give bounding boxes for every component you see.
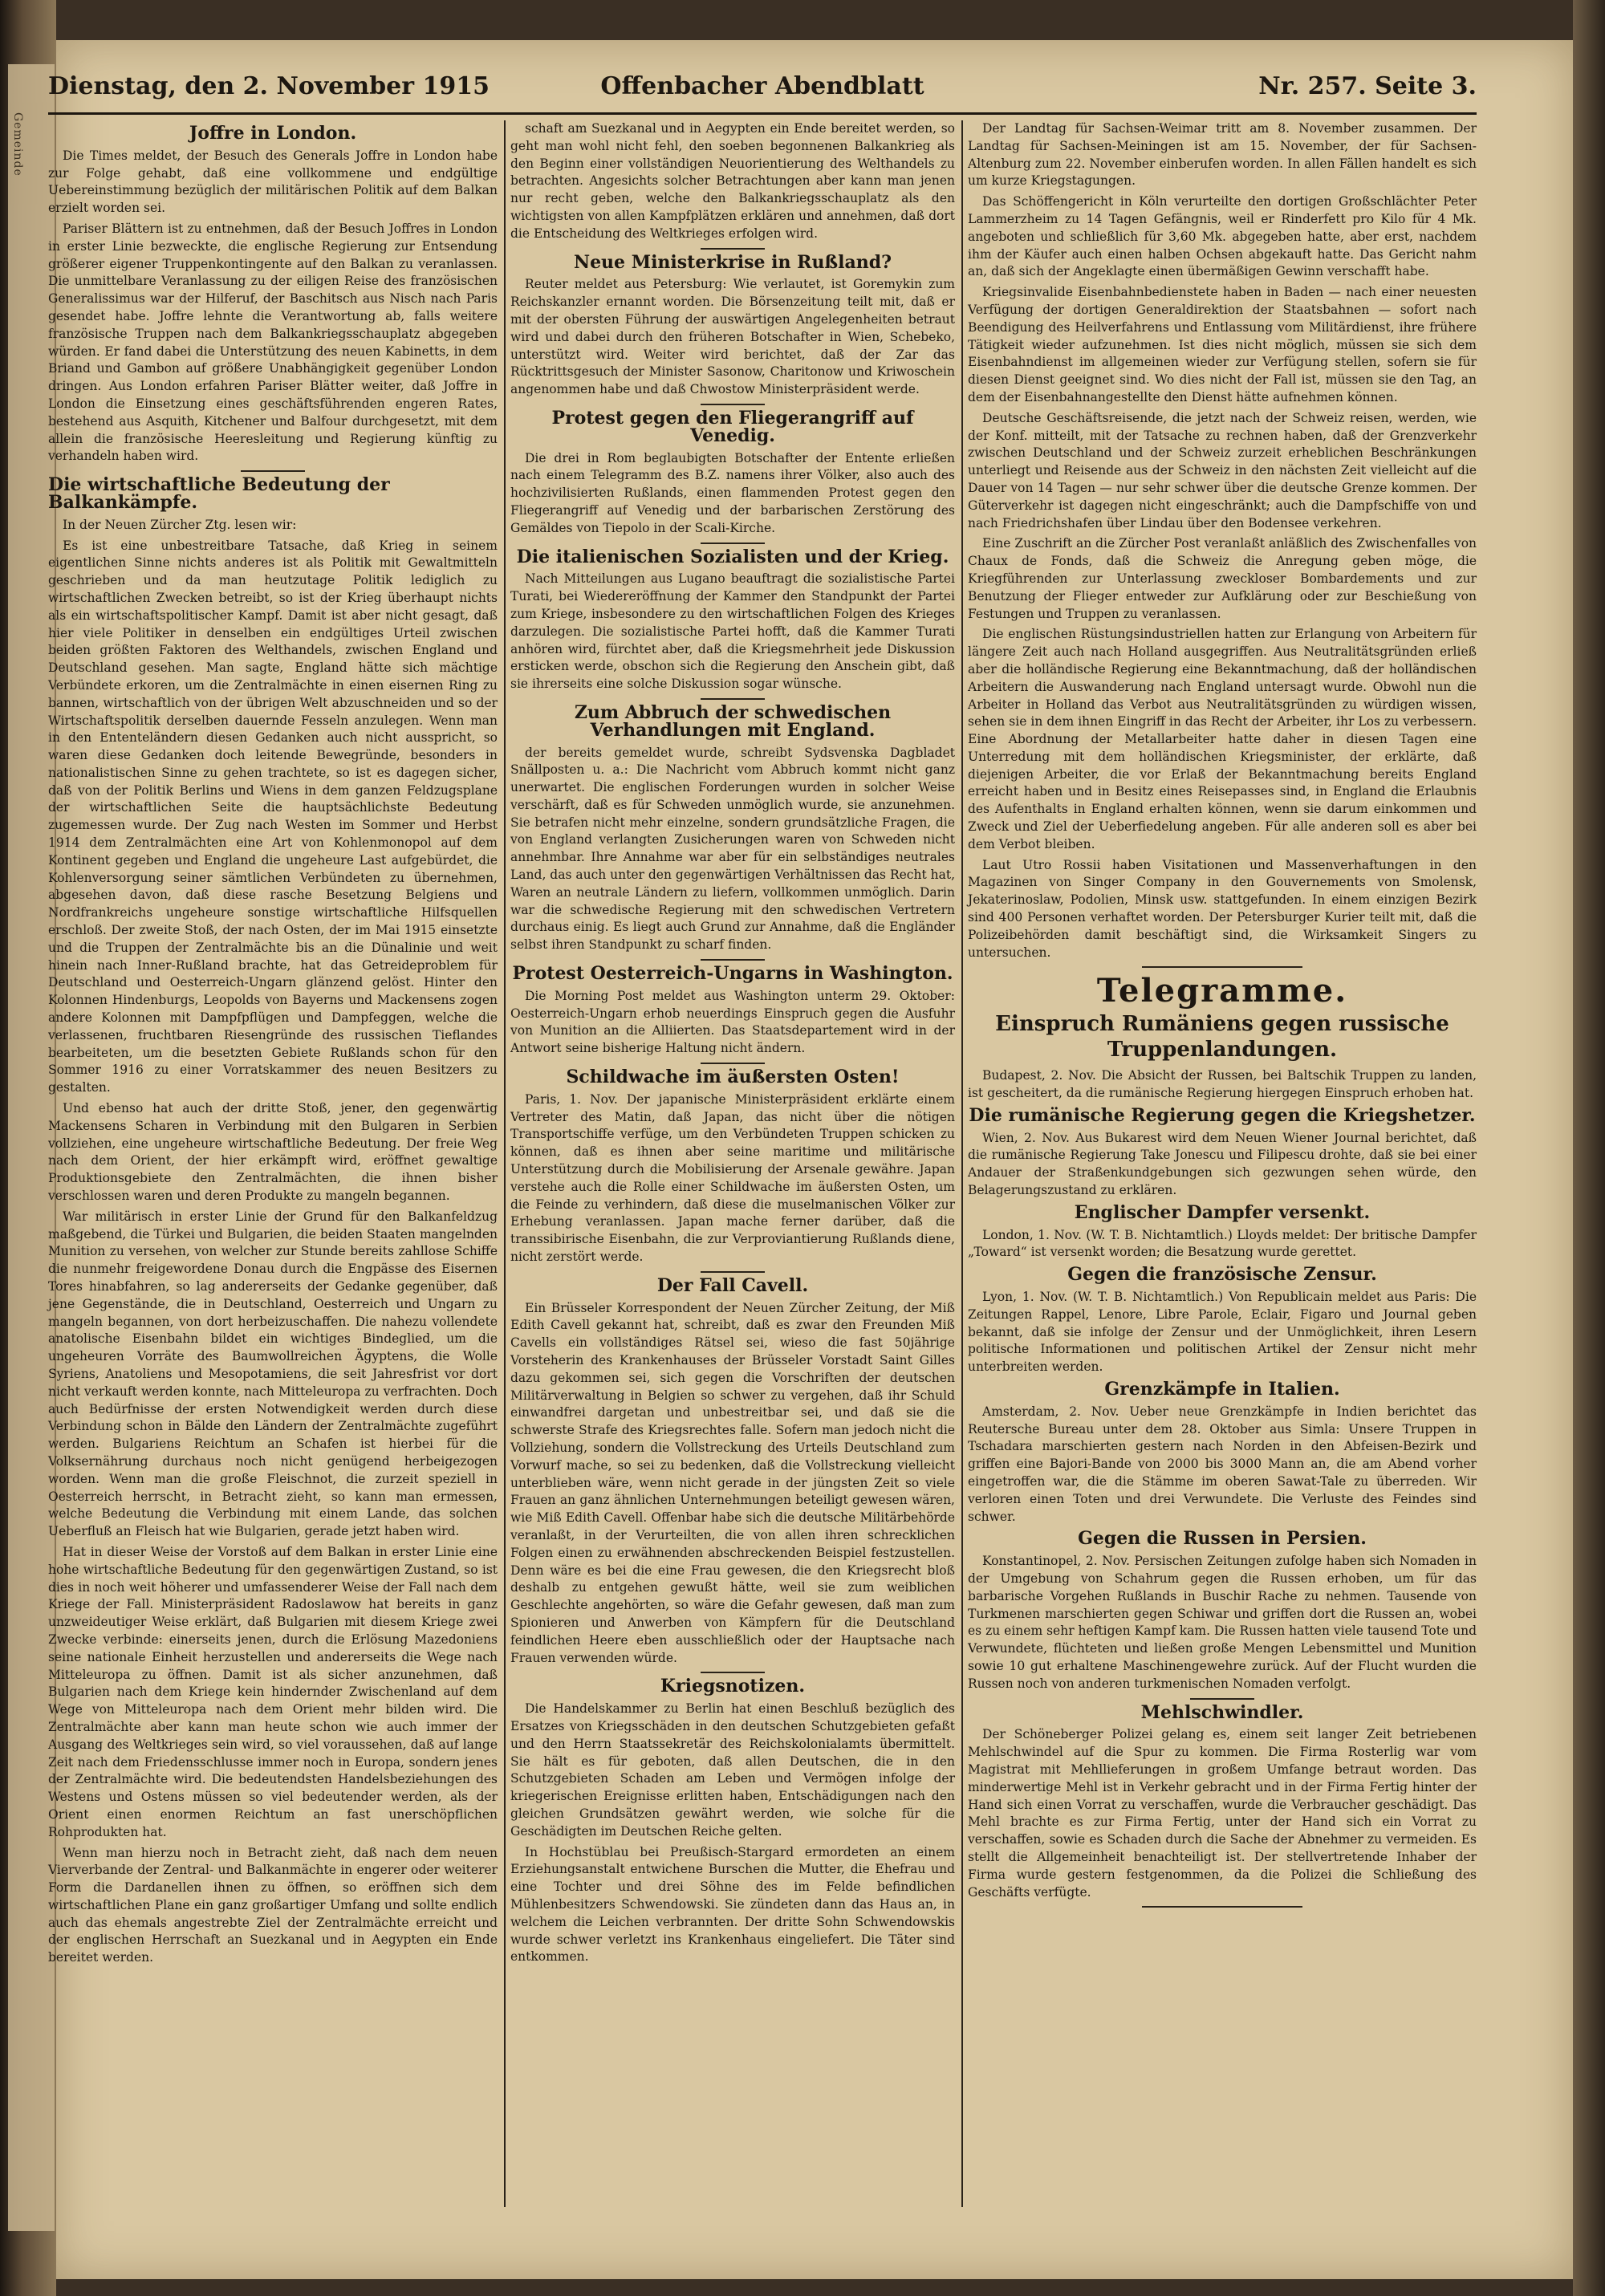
article-separator [701, 248, 765, 250]
article-paragraph: Die englischen Rüstungsindustriellen hatten zur Erlangung von Arbeitern für längere Zeit auch nach Holland ausgegriffen. Aus Neutralitätsgründen erließ aber die holländische Regierung eine Bekanntmachung, daß der holländischen Arbeitern die Auswanderung nach England untersagt wurde. Obwohl nun die Arbeiter in Holland das Verbot aus Neutralitätsgründen zu würdigen wissen, sehen sie in dem ihnen Eingriff in das Recht der Arbeiter, ihr Los zu verbessern. Eine Abordnung der Metallarbeiter hatte daher in diesen Tagen eine Unterredung mit dem holländischen Kriegsminister, der erklärte, daß diejenigen Arbeiter, die vor Erlaß der Bekanntmachung bereits England erreicht haben und in Besitz eines Reisepasses sind, in England die Erlaubnis des Aufenthalts in England erhalten können, wenn sie darum einkommen und Zweck und Ziel der Ueberfiedelung angeben. Für alle anderen soll es aber bei dem Verbot bleiben. [968, 627, 1477, 851]
article-paragraph: Nach Mitteilungen aus Lugano beauftragt die sozialistische Partei Turati, bei Wiedereröffnung der Kammer den Standpunkt der Partei zum Kriege, insbesondere zu den wirtschaftlichen Folgen des Krieges darzulegen. Die sozialistische Partei hofft, daß die Kammer Turati anhören wird, fürchtet aber, daß die Kriegsmehrheit jede Diskussion ersticken werde, obschon sich die Regierung den Anschein gibt, daß sie ihrerseits eine solche Diskussion sogar wünsche. [510, 571, 955, 692]
header-date: Dienstag, den 2. November 1915 [48, 72, 490, 100]
header-rule [48, 112, 1477, 115]
article-paragraph: Amsterdam, 2. Nov. Ueber neue Grenzkämpfe in Indien berichtet das Reutersche Bureau unter dem 28. Oktober aus Simla: Unsere Truppen in Tschadara marschierten gestern nach Norden in den Abfeisen-Bezirk und griffen eine Bajori-Bande von 2000 bis 3000 Mann an, die am Abend vorher eingetroffen war, die die Stämme im oberen Sawat-Tale zu überreden. Wir verloren einen Toten und drei Verwundete. Die Verluste des Feindes sind schwer. [968, 1404, 1477, 1524]
article-paragraph: Laut Utro Rossii haben Visitationen und Massenverhaftungen in den Magazinen von Singer Company in den Gouvernements von Smolensk, Jekaterinoslaw, Podolien, Minsk usw. stattgefunden. In einem einzigen Bezirk sind 400 Personen verhaftet worden. Der Petersburger Kurier teilt mit, daß die Polizeibehörden damit beschäftigt sind, die Wirksamkeit Singers zu untersuchen. [968, 857, 1477, 960]
article-separator [1190, 1698, 1254, 1700]
article-paragraph: Wenn man hierzu noch in Betracht zieht, daß nach dem neuen Vierverbande der Zentral- und Balkanmächte in engerer oder weiterer Form die Dardanellen ihnen zu öffnen, so eröffnen sich dem wirtschaftlichen Plane ein ganz großartiger Umfang und sollte endlich auch das ehemals angestrebte Ziel der Zentralmächte erreicht und der englischen Herrschaft an Suezkanal und in Aegypten ein Ende bereitet werden. [48, 1845, 498, 1965]
previous-page-text: Gemeinde [11, 112, 24, 177]
article-paragraph: London, 1. Nov. (W. T. B. Nichtamtlich.) Lloyds meldet: Der britische Dampfer „Toward“ ist versenkt worden; die Besatzung wurde gerettet. [968, 1227, 1477, 1260]
column-divider-2 [961, 120, 963, 2207]
article-paragraph: Die Morning Post meldet aus Washington unterm 29. Oktober: Oesterreich-Ungarn erhob neuerdings Einspruch gegen die Ausfuhr von Munition an die Alliierten. Das Staatsdepartement wird in der Antwort seine bisherige Haltung nicht ändern. [510, 988, 955, 1056]
article-heading: Kriegsnotizen. [660, 1676, 806, 1697]
article-paragraph: Ein Brüsseler Korrespondent der Neuen Zürcher Zeitung, der Miß Edith Cavell gekannt hat, schreibt, daß es zwar den Freunden Miß Cavells ein vollständiges Rätsel sei, wieso die fast 50jährige Vorsteherin des Krankenhauses der Brüsseler Vorstadt Saint Gilles dazu gekommen sei, sich gegen die Vorschriften der deutschen Militärverwaltung in Belgien so schwer zu vergehen, daß ihr Schuld einwandfrei dargetan und unbestreitbar sei, und daß sie die schwerste Strafe des Kriegsrechtes falle. Sofern man jedoch nicht die Vollziehung, sondern die Vollstreckung des Urteils Deutschland zum Vorwurf mache, so sei zu bedenken, daß die Vollstreckung vielleicht unterblieben wäre, wenn nicht gerade in der jüngsten Zeit so viele Frauen an ganz ähnlichen Unternehmungen beteiligt gewesen wären, wie Miß Edith Cavell. Offenbar habe sich die deutsche Militärbehörde veranlaßt, in der Verurteilten, die von allen ihren schrecklichen Folgen einen zu erwähnenden abschreckenden Beispiel festzustellen. Denn wäre es bei die eine Frau gewesen, die den Kriegsrecht bloß deshalb zu entgehen gewußt hätte, weil sie zum weiblichen Geschlechte angehörten, so wäre die Gefahr gewesen, daß man zum Spionieren und Anwerben von Kämpfern für die Deutschland feindlichen Heere eben ausschließlich oder der Hauptsache nach Frauen verwenden würde. [510, 1300, 955, 1665]
article-heading: Gegen die Russen in Persien. [1078, 1528, 1367, 1550]
article-separator [241, 470, 305, 472]
article-paragraph: Der Landtag für Sachsen-Weimar tritt am 8. November zusammen. Der Landtag für Sachsen-Meiningen ist am 15. November, der für Sachsen-Altenburg zum 22. November einberufen worden. In allen Fällen handelt es sich um kurze Kriegstagungen. [968, 121, 1477, 189]
book-right-edge [1573, 0, 1605, 2296]
article-separator [701, 404, 765, 405]
article-heading: Die rumänische Regierung gegen die Kriegshetzer. [969, 1104, 1476, 1126]
article-paragraph: In Hochstüblau bei Preußisch-Stargard ermordeten an einem Erziehungsanstalt entwichene Burschen die Mutter, die Ehefrau und eine Tochter und drei Söhne des im Felde befindlichen Mühlenbesitzers Schwendowski. Sie zündeten dann das Haus an, in welchem die Leichen verbrannten. Der dritte Sohn Schwendowskis wurde schwer verletzt ins Krankenhaus eingeliefert. Die Täter sind entkommen. [510, 1844, 955, 1965]
article-separator [701, 543, 765, 544]
column-1 [48, 120, 498, 1970]
article-paragraph: Budapest, 2. Nov. Die Absicht der Russen, bei Baltschik Truppen zu landen, ist gescheitert, da die rumänische Regierung hiergegen Einspruch erhoben hat. [968, 1068, 1477, 1101]
article-heading: Die wirtschaftliche Bedeutung der Balkankämpfe. [48, 474, 390, 513]
article-separator [701, 1271, 765, 1273]
article-paragraph: Pariser Blättern ist zu entnehmen, daß der Besuch Joffres in London in erster Linie bezweckte, die englische Regierung zur Entsendung größerer eigener Truppenkontingente auf den Balkan zu veranlassen. Die unmittelbare Veranlassung zu der eiligen Reise des französischen Generalissimus war der Hilferuf, der Baschitsch aus Nisch nach Paris gesendet habe. Joffre lehnte die Verantwortung ab, falls weitere französische Truppen nach dem Balkankriegsschauplatz abgegeben würden. Er fand dabei die Unterstützung des neuen Kabinetts, in dem Briand und Gambon auf größere Unabhängigkeit gegenüber London dringen. Aus London erfahren Pariser Blätter weiter, daß Joffre in London die Einsetzung eines geschäftsführenden engeren Rates, bestehend aus Asquith, Kitchener und Balfour durchgesetzt, mit dem allein die französische Heeresleitung und Regierung künftig zu verhandeln haben wird. [48, 221, 498, 464]
article-heading: Protest Oesterreich-Ungarns in Washington. [512, 963, 953, 985]
article-paragraph: Die drei in Rom beglaubigten Botschafter der Entente erließen nach einem Telegramm des B.Z. namens ihrer Völker, also auch des hochzivilisierten Rußlands, einen flammenden Protest gegen den Fliegerangriff auf Venedig und der barbarischen Zerstörung des Gemäldes von Tiepolo in der Scali-Kirche. [510, 450, 955, 535]
article-heading: Mehlschwindler. [1140, 1701, 1304, 1723]
section-separator [1142, 966, 1302, 968]
column-2 [510, 120, 955, 1969]
article-paragraph: Eine Zuschrift an die Zürcher Post veranlaßt anläßlich des Zwischenfalles von Chaux de Fonds, daß die Schweiz die Anregung geben möge, die Kriegführenden zur Unterlassung zweckloser Bombardements und zur Benutzung der Flieger entweder zur Aufklärung oder zur Beschießung von Festungen und Truppen zu veranlassen. [968, 536, 1477, 621]
column-divider-1 [504, 120, 506, 2207]
article-heading: Der Fall Cavell. [656, 1274, 809, 1296]
article-paragraph: In der Neuen Zürcher Ztg. lesen wir: [63, 517, 297, 532]
article-heading: Neue Ministerkrise in Rußland? [573, 251, 892, 273]
header-title: Offenbacher Abendblatt [600, 72, 924, 100]
article-paragraph: Paris, 1. Nov. Der japanische Ministerpräsident erklärte einem Vertreter des Matin, daß Japan, das nicht über die nötigen Transportschiffe verfüge, um den Verbündeten Truppen schicken zu können, daß es ihnen aber seine maritime und militärische Unterstützung durch die Mobilisierung der Arsenale gewähre. Japan verstehe auch die Rolle einer Schildwache im äußersten Osten, um die Feinde zu verhindern, daß diese die muselmanischen Völker zur Erhebung veranlassen. Japan mache ferner darüber, daß die transsibirische Eisenbahn, die zur Verproviantierung Rußlands diene, nicht zerstört werde. [510, 1091, 955, 1265]
article-paragraph: Die Times meldet, der Besuch des Generals Joffre in London habe zur Folge gehabt, daß eine vollkommene und endgültige Uebereinstimmung bezüglich der militärischen Politik auf dem Balkan erzielt worden sei. [48, 148, 498, 216]
article-paragraph: Es ist eine unbestreitbare Tatsache, daß Krieg in seinem eigentlichen Sinne nichts anderes ist als Politik mit Gewaltmitteln geschrieben und da man heutzutage Politik lediglich zu wirtschaftlichen Zwecken betreibt, so ist der Krieg überhaupt nichts als ein wirtschaftspolitischer Kampf. Damit ist aber nicht gesagt, daß hier viele Politiker in denselben ein endgültiges Urteil zwischen beiden größten Faktoren des Welthandels, zwischen England und Deutschland gesehen. Man sagte, England hätte sich mächtige Verbündete erkoren, um die Zentralmächte in einen eisernen Ring zu bannen, wirtschaftlich von der übrigen Welt abzuschneiden und so der Wirtschaftspolitik derselben dauernde Fesseln anzulegen. Wenn man in den Ententeländern diesen Gedanken auch nicht ausspricht, so waren diese Gedanken doch leitende Bewegründe, besonders in nationalistischen Sinne zu gehen trachtete, so ist es dagegen sicher, daß von der Politik Berlins und Wiens in dem ganzen Feldzugsplane der wirtschaftlichen Seite die hauptsächlichste Bedeutung zugemessen wurde. Der Zug nach Westen im Sommer und Herbst 1914 dem Zentralmächten eine Art von Kohlenmonopol auf dem Kontinent gegeben und England die ungeheure Last aufgebürdet, die Kohlenversorgung seiner sämtlichen Verbündeten zu übernehmen, abgesehen davon, daß diese rasche Besetzung Belgiens und Nordfrankreichs ungeheure sonstige wirtschaftliche Hilfsquellen erschloß. Der zweite Stoß, der nach Osten, der im Mai 1915 einsetzte und die Truppen der Zentralmächte bis an die Dünalinie und weit hinein nach Inner-Rußland brachte, hat das Getreideproblem für Deutschland und Oesterreich-Ungarn glänzend gelöst. Hinter den Kolonnen Hindenburgs, Leopolds von Bayerns und Mackensens zogen andere Kolonnen mit Dampfpflügen und Dampfeggen, welche die verlassenen, fruchtbaren Riesengründe des russischen Tieflandes bearbeiteten, um die besetzten Gebiete Rußlands schon für den Sommer 1916 zu einer Vorratskammer des neuen Besitzers zu gestalten. [48, 538, 498, 1095]
article-paragraph: der bereits gemeldet wurde, schreibt Sydsvenska Dagbladet Snällposten u. a.: Die Nachricht vom Abbruch kommt nicht ganz unerwartet. Die englischen Forderungen wurden in solcher Weise verschärft, daß es für Schweden unmöglich wurde, sie anzunehmen. Sie betrafen nicht mehr einzelne, sondern grundsätzliche Fragen, die von England verlangten Zusicherungen waren von Schweden nicht annehmbar. Ihre Annahme war aber für ein selbständiges neutrales Land, das auch unter den gegenwärtigen Verhältnissen das Recht hat, Waren an neutrale Ländern zu liefern, vollkommen unmöglich. Darin war die schwedische Regierung mit den schwedischen Vertretern durchaus einig. Es liegt auch Grund zur Annahme, daß die Engländer selbst ihren Standpunkt zu scharf finden. [510, 745, 955, 953]
article-separator [701, 959, 765, 961]
article-heading: Einspruch Rumäniens gegen russische Truppenlandungen. [995, 1012, 1449, 1063]
article-heading: Zum Abbruch der schwedischen Verhandlungen mit England. [574, 701, 892, 741]
article-heading: Joffre in London. [189, 123, 357, 144]
article-separator [701, 1672, 765, 1673]
article-paragraph: Hat in dieser Weise der Vorstoß auf dem Balkan in erster Linie eine hohe wirtschaftliche Bedeutung für den gegenwärtigen Zustand, so ist dies in noch weit höherer und umfassenderer Weise der Fall nach dem Kriege der Fall. Ministerpräsident Radoslawow hat bereits in ganz unzweideutiger Weise erklärt, daß Bulgarien mit diesem Kriege zwei Zwecke verbinde: einerseits jenen, durch die Erlösung Mazedoniens seine nationale Einheit herzustellen und andererseits die Wege nach Mitteleuropa zu öffnen. Damit ist als sicher anzunehmen, daß Bulgarien nach dem Kriege kein hindernder Zwischenland auf dem Wege von Mitteleuropa nach dem Orient mehr bilden wird. Die Zentralmächte aber kann man heute schon wie auch immer der Ausgang des Weltkrieges sein wird, so viel voraussehen, daß auf lange Zeit nach dem Friedensschlusse immer noch in Europa, sondern jenes der Zentralmächte wird. Die bedeutendsten Handelsbeziehungen des Westens und Ostens müssen so viel bedeutender werden, als der Orient einen enormen Reichtum an fast unerschöpflichen Rohprodukten hat. [48, 1544, 498, 1839]
article-paragraph: Kriegsinvalide Eisenbahnbedienstete haben in Baden — nach einer neuesten Verfügung der dortigen Generaldirektion der Staatsbahnen — sofort nach Beendigung des Heilverfahrens und Entlassung vom Militärdienst, ihre frühere Tätigkeit wieder aufzunehmen. Ist dies nicht möglich, müssen sie sich dem Eisenbahndienst im allgemeinen wieder zur Verfügung stellen, sofern sie für diesen Dienst geeignet sind. Wo dies nicht der Fall ist, müssen sie den Tag, an dem der Eisenbahnangestellte den Dienst hätte aufnehmen können. [968, 285, 1477, 404]
article-heading: Gegen die französische Zensur. [1067, 1264, 1377, 1286]
article-separator [701, 698, 765, 700]
article-heading: Grenzkämpfe in Italien. [1104, 1379, 1340, 1400]
article-paragraph: Der Schöneberger Polizei gelang es, einem seit langer Zeit betriebenen Mehlschwindel auf die Spur zu kommen. Die Firma Rosterlig war vom Magistrat mit Mehllieferungen in großem Umfange betraut worden. Das minderwertige Mehl ist in Verkehr gebracht und in der Firma Fertig hinter der Hand sich einen Vorrat zu verschaffen, wurde die Verbraucher geschädigt. Das Mehl brachte es zur Firma Fertig, unter der Hand sich ein Vorrat zu verschaffen, sowie es Schaden durch die Sache der Abnehmer zu vermeiden. Es stellt die Allgemeinheit benachteiligt ist. Der stellvertretende Inhaber der Firma wurde gestern festgenommen, da die Polizei die Schließung des Geschäfts verfügte. [968, 1727, 1477, 1900]
section-separator [1142, 1906, 1302, 1908]
article-paragraph: Deutsche Geschäftsreisende, die jetzt nach der Schweiz reisen, werden, wie der Konf. mitteilt, mit der Tatsache zu rechnen haben, daß der Grenzverkehr zwischen Deutschland und der Schweiz zurzeit erheblichen Beschränkungen unterliegt und Reisende aus der Schweiz in den nächsten Zeit vielleicht auf die Dauer von 14 Tagen — nur sehr schwer über die deutsche Grenze kommen. Der Güterverkehr ist dagegen nicht eingeschränkt; auch die Dampfschiffe von und nach Friedrichshafen über Lindau über den Bodensee verkehren. [968, 410, 1477, 530]
article-paragraph: schaft am Suezkanal und in Aegypten ein Ende bereitet werden, so geht man wohl nicht fehl, den soeben begonnenen Balkankrieg als den Beginn einer vollständigen Neuorientierung des Welthandels zu betrachten. Angesichts solcher Betrachtungen aber kann man jenen nur recht geben, welche den Balkankriegsschauplatz als den wichtigsten von allen Kampfplätzen erklären und annehmen, daß dort die Entscheidung des Weltkrieges erfolgen wird. [510, 121, 955, 241]
article-paragraph: Das Schöffengericht in Köln verurteilte den dortigen Großschlächter Peter Lammerzheim zu 14 Tagen Gefängnis, weil er Rinderfett pro Kilo für 4 Mk. angeboten und schließlich für 3,60 Mk. abgegeben hatte, aber erst, nachdem ihm der Käufer auch einen halben Ochsen abgekauft hatte. Das Gericht nahm an, daß sich der Angeklagte einen übermäßigen Gewinn verschafft habe. [968, 194, 1477, 279]
article-paragraph: Konstantinopel, 2. Nov. Persischen Zeitungen zufolge haben sich Nomaden in der Umgebung von Schahrum gegen die Russen erhoben, um für das barbarische Vorgehen Rußlands in Buschir Rache zu nehmen. Tausende von Turkmenen marschierten gegen Schiwar und griffen dort die Russen an, wobei es zu einem sehr heftigen Kampf kam. Die Russen hatten viele tausend Tote und Verwundete, flüchteten und ließen große Mengen Lebensmittel und Munition sowie 10 gut erhaltene Maschinengewehre zurück. Auf der Flucht wurden die Russen noch von anderen turkmenischen Nomaden verfolgt. [968, 1554, 1477, 1691]
article-separator [701, 1063, 765, 1064]
article-paragraph: Und ebenso hat auch der dritte Stoß, jener, den gegenwärtig Mackensens Scharen in Verbindung mit den Bulgaren in Serbien vollziehen, eine ungeheure wirtschaftliche Bedeutung. Der freie Weg nach dem Orient, der hier erkämpft wird, eröffnet gewaltige Produktionsgebiete den Zentralmächten, die ihnen bisher verschlossen waren und deren Produkte zu mangeln begannen. [48, 1101, 498, 1204]
column-3 [968, 120, 1477, 1912]
article-paragraph: Die Handelskammer zu Berlin hat einen Beschluß bezüglich des Ersatzes von Kriegsschäden in den deutschen Schutzgebieten gefaßt und den Herrn Staatssekretär des Reichskolonialamts übermittelt. Sie hält es für geboten, daß allen Deutschen, die in den Schutzgebieten Schaden am Leben und Vermögen infolge der kriegerischen Ereignisse erlitten haben, Entschädigungen nach den gleichen Grundsätzen gewährt werden, wie solche für die Geschädigten im Deutschen Reiche gelten. [510, 1701, 955, 1839]
article-heading: Englischer Dampfer versenkt. [1074, 1201, 1371, 1223]
section-heading-telegrams: Telegramme. [1096, 972, 1348, 1010]
article-heading: Protest gegen den Fliegerangriff auf Venedig. [551, 407, 914, 446]
article-heading: Die italienischen Sozialisten und der Krieg. [516, 546, 949, 567]
article-heading: Schildwache im äußersten Osten! [566, 1067, 900, 1088]
article-paragraph: War militärisch in erster Linie der Grund für den Balkanfeldzug maßgebend, die Türkei und Bulgarien, die beiden Staaten mangelnden Munition zu versehen, von welcher zur Stunde bereits zahllose Schiffe die nunmehr freigewordene Donau durch die Engpässe des Eisernen Tores hinabfahren, so lag andererseits der Gedanke gegenüber, daß jene Gegenstände, die in Deutschland, Oesterreich und Ungarn zu mangeln begannen, von dort herbeizuschaffen. Die nahezu vollendete anatolische Eisenbahn bildet ein wichtiges Bindeglied, um die ungeheuren Vorräte des Baumwollreichen Ägyptens, die Wolle Syriens, Anatoliens und Mesopotamiens, die seit Jahresfrist vor dort nicht verkauft werden konnte, nach Mitteleuropa zu verfrachten. Doch auch Bedürfnisse der ersten Notwendigkeit werden durch diese Verbindung schon in Bälde den Ländern der Zentralmächte zugeführt werden. Bulgariens Reichtum an Schafen ist hierbei für die Volksernährung durchaus noch nicht genügend herbeigezogen worden. Wenn man die große Fleischnot, die zurzeit speziell in Oesterreich herrscht, in Betracht zieht, so kann man ermessen, welche Bedeutung die Verbindung mit einem Lande, das solchen Ueberfluß an Fleisch hat wie Bulgarien, gerade jetzt haben wird. [48, 1209, 498, 1539]
article-paragraph: Reuter meldet aus Petersburg: Wie verlautet, ist Goremykin zum Reichskanzler ernannt worden. Die Börsenzeitung teilt mit, daß er mit der obersten Führung der auswärtigen Angelegenheiten betraut wird und dabei durch den früheren Botschafter in Wien, Schebeko, unterstützt wird. Weiter wird berichtet, daß der Zar das Rücktrittsgesuch der Minister Sasonow, Charitonow und Kriwoschein angenommen habe und daß Chwostow Ministerpräsident werde. [510, 277, 955, 397]
header-page-number: Nr. 257. Seite 3. [1258, 72, 1477, 100]
article-paragraph: Wien, 2. Nov. Aus Bukarest wird dem Neuen Wiener Journal berichtet, daß die rumänische Regierung Take Jonescu und Filipescu drohte, daß sie bei einer Andauer der Straßenkundgebungen sich gezwungen sehen würde, den Belagerungszustand zu erklären. [968, 1130, 1477, 1198]
page-header [48, 72, 1477, 104]
article-paragraph: Lyon, 1. Nov. (W. T. B. Nichtamtlich.) Von Republicain meldet aus Paris: Die Zeitungen Rappel, Lenore, Libre Parole, Eclair, Figaro und Journal geben bekannt, daß sie infolge der Zensur und der Unmöglichkeit, ihren Lesern politische Informationen und politischen Artikel der Zensur nicht mehr unterbreiten werden. [968, 1290, 1477, 1375]
